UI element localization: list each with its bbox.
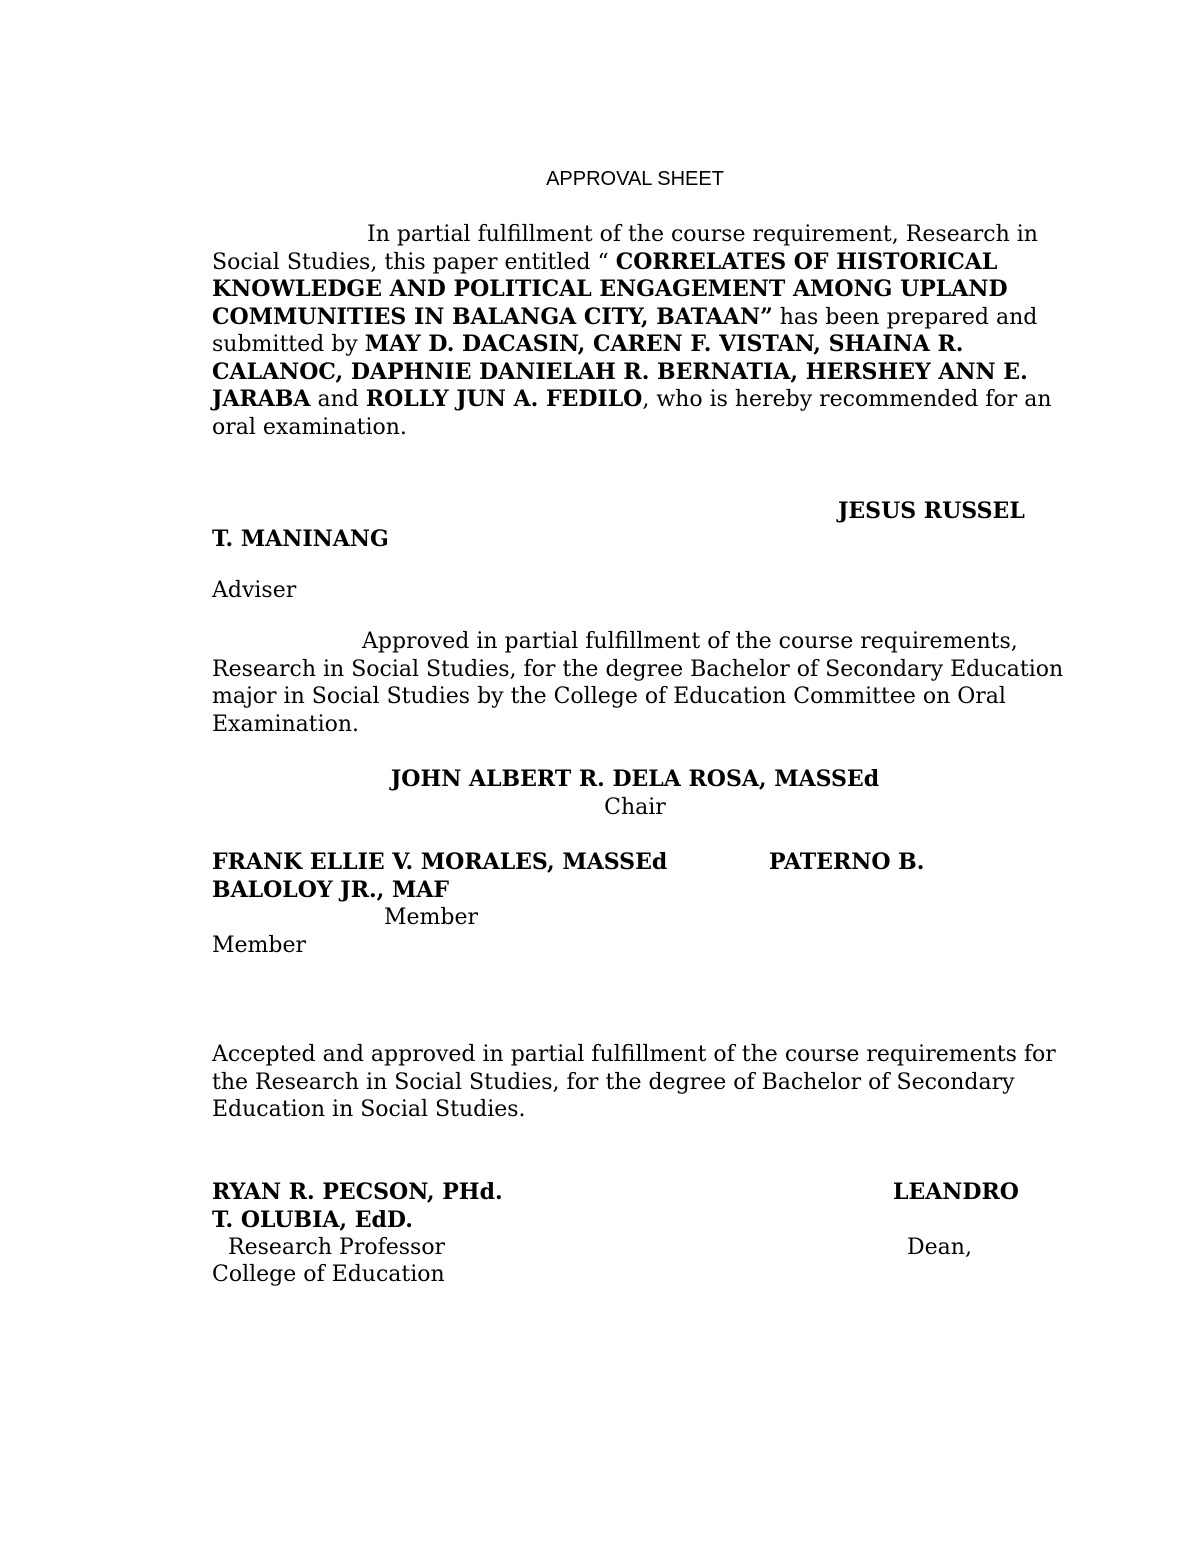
- adviser-name-line2: T. MANINANG: [212, 526, 389, 552]
- professor-role: Research Professor: [228, 1235, 446, 1260]
- dean-name-line2: T. OLUBIA, EdD.: [212, 1207, 413, 1233]
- chair-name: JOHN ALBERT R. DELA ROSA, MASSEd: [390, 766, 880, 792]
- member2-name-line2: BALOLOY JR., MAF: [212, 877, 450, 903]
- dean-name-line1: LEANDRO: [893, 1179, 1019, 1205]
- member1-role: Member: [384, 905, 479, 930]
- intro-text-and: and: [310, 387, 366, 412]
- thesis-title: CORRELATES OF HISTORICAL KNOWLEDGE AND POLITICAL ENGAGEMENT AMONG UPLAND COMMUNITIES IN BALANGA CITY, BATAAN”: [212, 248, 1008, 330]
- intro-text-1: In partial fulfillment of the course requirement, Research in Social Studies, this paper entitled “: [212, 222, 1038, 275]
- chair-role: Chair: [604, 795, 666, 820]
- approved-paragraph: Approved in partial fulfillment of the course requirements, Research in Social Studies, for the degree Bachelor of Secondary Education major in Social Studies by the College of Education Committee on Oral Examination.: [212, 629, 1064, 737]
- intro-text-2: has been prepared and submitted by: [212, 304, 1038, 357]
- adviser-role: Adviser: [212, 578, 297, 603]
- adviser-name-line1: JESUS RUSSEL: [838, 498, 1025, 524]
- dean-role-line2: College of Education: [212, 1262, 445, 1287]
- member1-name: FRANK ELLIE V. MORALES, MASSEd: [212, 849, 668, 875]
- intro-text-3: , who is hereby recommended for an oral examination.: [212, 387, 1052, 440]
- accepted-paragraph: Accepted and approved in partial fulfillment of the course requirements for the Research in Social Studies, for the degree of Bachelor of Secondary Education in Social Studies.: [212, 1042, 1056, 1122]
- dean-role-line1: Dean,: [907, 1235, 972, 1260]
- page-title: APPROVAL SHEET: [546, 168, 724, 190]
- author-names: MAY D. DACASIN, CAREN F. VISTAN, SHAINA R. CALANOC, DAPHNIE DANIELAH R. BERNATIA, HERSHEY ANN E. JARABA: [212, 331, 1028, 412]
- member2-name-line1: PATERNO B.: [769, 849, 925, 875]
- professor-name: RYAN R. PECSON, PHd.: [212, 1179, 503, 1205]
- last-author-name: ROLLY JUN A. FEDILO: [365, 386, 643, 412]
- member2-role: Member: [212, 933, 307, 958]
- intro-paragraph: [212, 221, 1092, 441]
